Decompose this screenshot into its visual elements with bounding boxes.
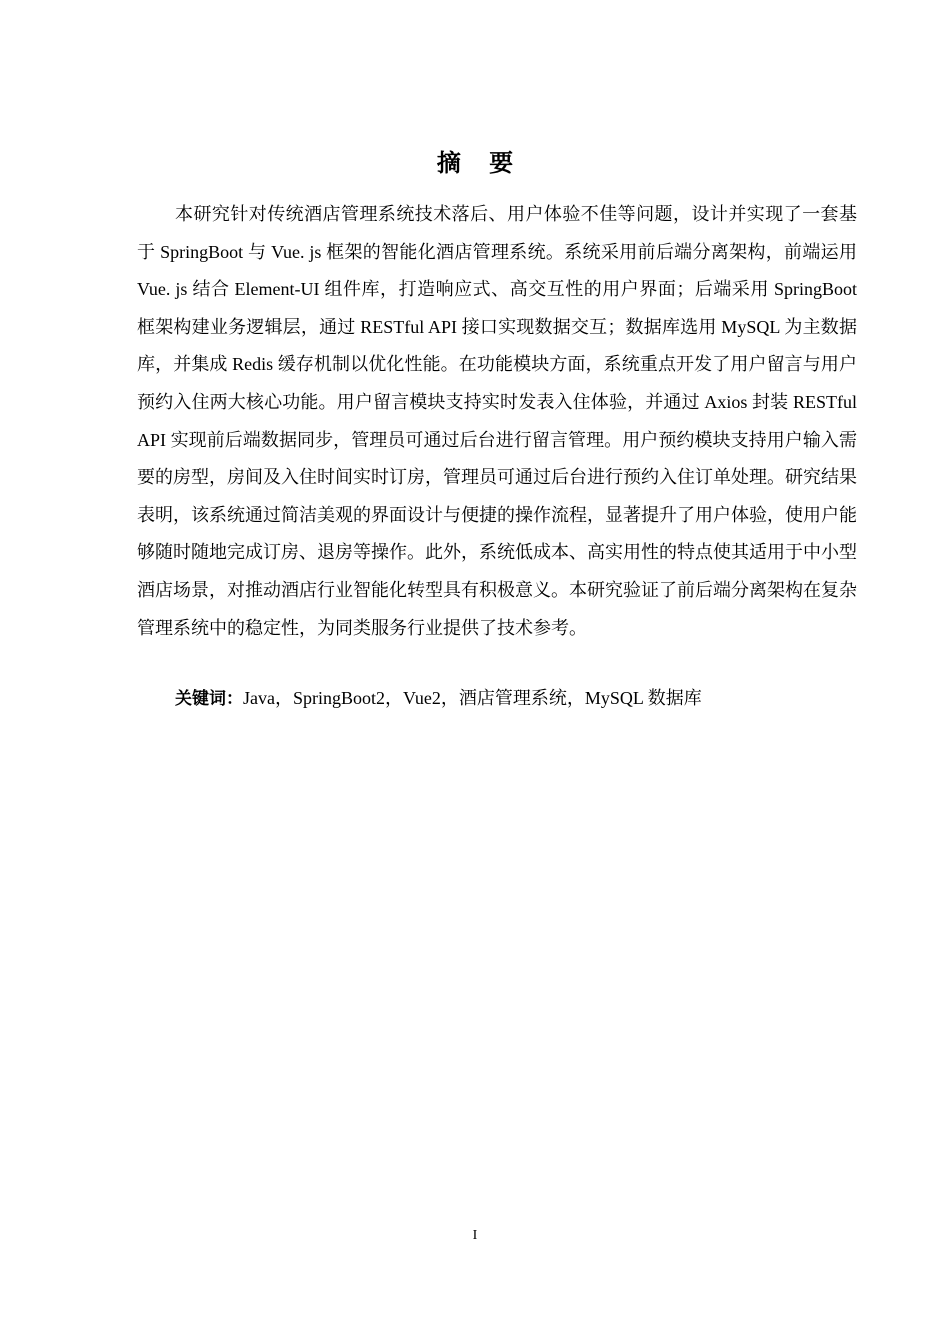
abstract-title: 摘 要	[436, 149, 524, 177]
keywords-line	[175, 681, 865, 716]
abstract-body	[137, 196, 857, 647]
page-number: I	[472, 1228, 478, 1243]
keywords-label: 关键词：	[175, 689, 243, 709]
keywords-value: Java，SpringBoot2，Vue2，酒店管理系统，MySQL 数据库	[243, 688, 702, 708]
abstract-paragraph: 本研究针对传统酒店管理系统技术落后、用户体验不佳等问题，设计并实现了一套基于 SpringBoot 与 Vue. js 框架的智能化酒店管理系统。系统采用前后端分离架构，前端运用 Vue. js 结合 Element-UI 组件库，打造响应式、高交互性的用户界面；后端采用 SpringBoot 框架构建业务逻辑层，通过 RESTful API 接口实现数据交互；数据库选用 MySQL 为主数据库，并集成 Redis 缓存机制以优化性能。在功能模块方面，系统重点开发了用户留言与用户预约入住两大核心功能。用户留言模块支持实时发表入住体验，并通过 Axios 封装 RESTful API 实现前后端数据同步，管理员可通过后台进行留言管理。用户预约模块支持用户输入需要的房型，房间及入住时间实时订房，管理员可通过后台进行预约入住订单处理。研究结果表明，该系统通过简洁美观的界面设计与便捷的操作流程，显著提升了用户体验，使用户能够随时随地完成订房、退房等操作。此外，系统低成本、高实用性的特点使其适用于中小型酒店场景，对推动酒店行业智能化转型具有积极意义。本研究验证了前后端分离架构在复杂管理系统中的稳定性，为同类服务行业提供了技术参考。	[137, 204, 857, 638]
